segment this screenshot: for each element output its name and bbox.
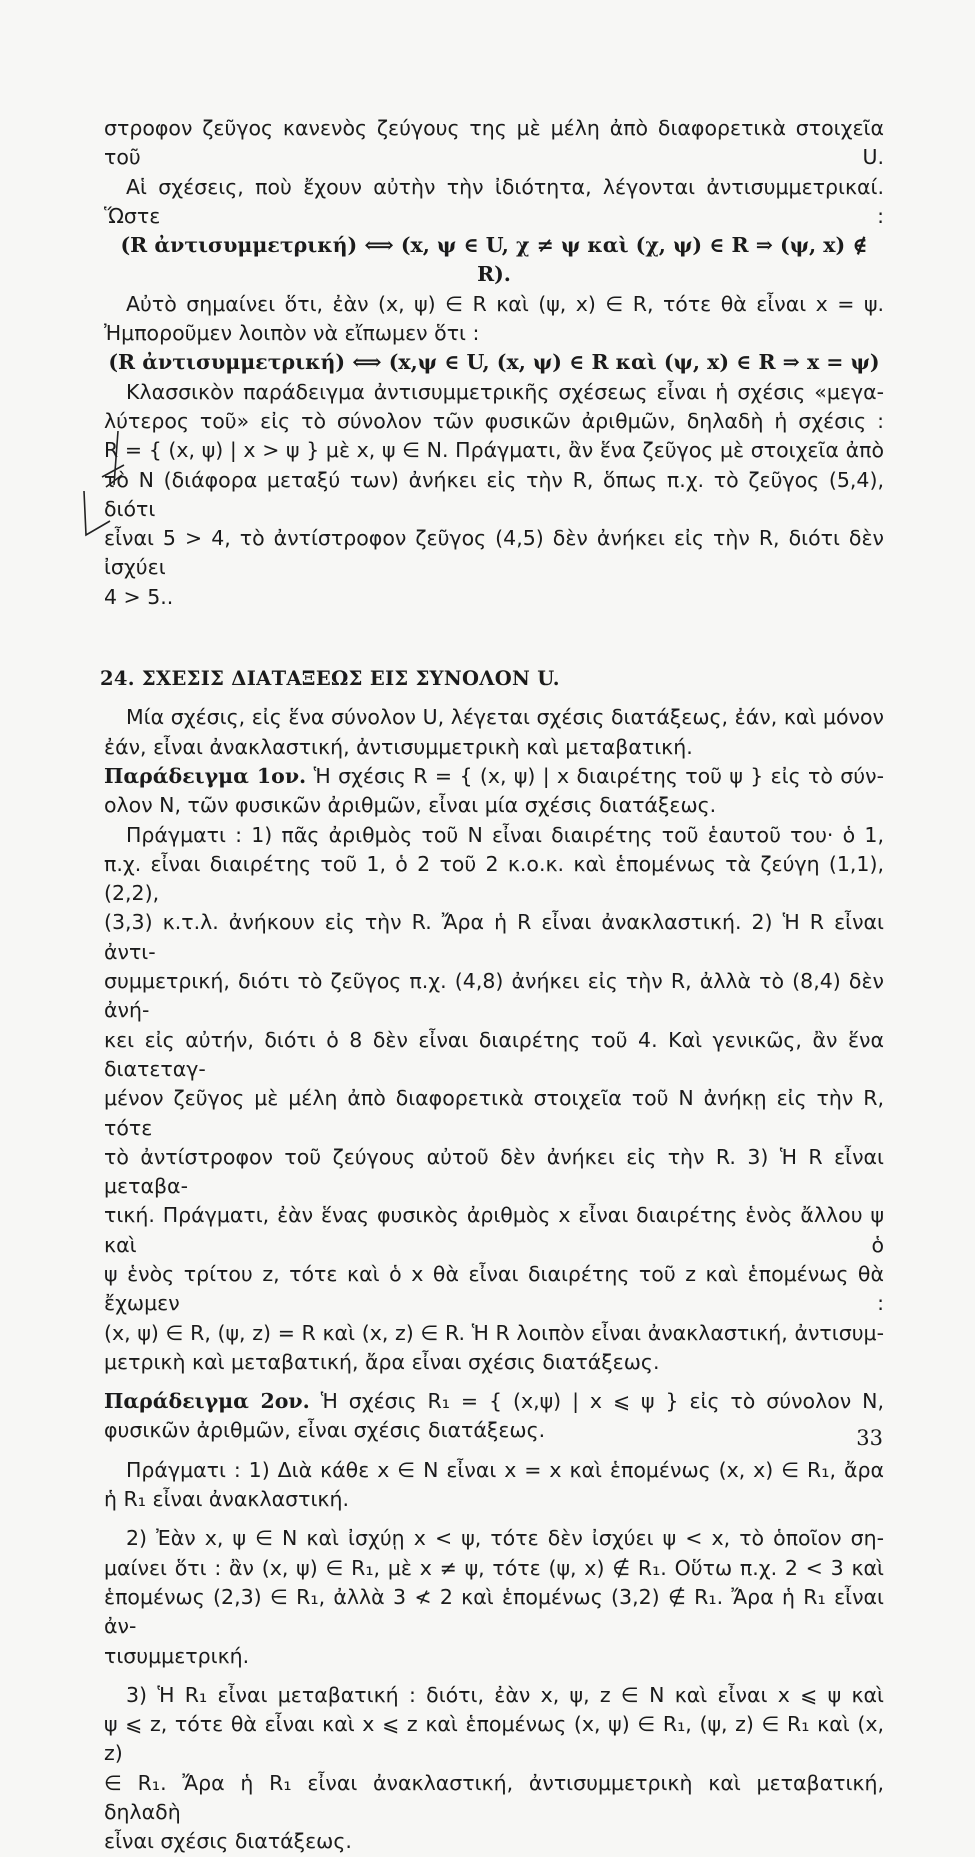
formula-antisymmetric-2: (R ἀντισυμμετρική) ⟺ (x,ψ ∈ U, (x, ψ) ∈ R καὶ (ψ, x) ∈ R ⇒ x = ψ) (108, 350, 880, 375)
text-line: φυσικῶν ἀριθμῶν, εἶναι σχέσις διατάξεως. (104, 1418, 546, 1443)
text-line: 3) Ἡ R₁ εἶναι μεταβατική : διότι, ἐὰν x, ψ, z ∈ N καὶ εἶναι x ⩽ ψ καὶ (126, 1682, 884, 1707)
text-line: 2) Ἐὰν x, ψ ∈ N καὶ ἰσχύῃ x < ψ, τότε δὲν ἰσχύει ψ < x, τὸ ὁποῖον ση- (126, 1526, 884, 1551)
text-line: Κλασσικὸν παράδειγμα ἀντισυμμετρικῆς σχέσεως εἶναι ἡ σχέσις «μεγα- (126, 379, 884, 404)
text-line: λύτερος τοῦ» εἰς τὸ σύνολον τῶν φυσικῶν ἀριθμῶν, δηλαδὴ ἡ σχέσις : (104, 408, 884, 433)
text-line: τὸ N (διάφορα μεταξύ των) ἀνήκει εἰς τὴν R, ὅπως π.χ. τὸ ζεῦγος (5,4), διότι (104, 467, 884, 521)
text-line: π.χ. εἶναι διαιρέτης τοῦ 1, ὁ 2 τοῦ 2 κ.ο.κ. καὶ ἑπομένως τὰ ζεύγη (1,1), (2,2), (104, 851, 884, 906)
text-line: μένον ζεῦγος μὲ μέλη ἀπὸ διαφορετικὰ στοιχεῖα τοῦ N ἀνήκῃ εἰς τὴν R, τότε (104, 1086, 884, 1140)
page-number: 33 (856, 1426, 883, 1450)
text-line: Πράγματι : 1) πᾶς ἀριθμὸς τοῦ N εἶναι διαιρέτης τοῦ ἑαυτοῦ του· ὁ 1, (126, 822, 884, 847)
text-line: μετρικὴ καὶ μεταβατική, ἄρα εἶναι σχέσις διατάξεως. (104, 1349, 660, 1374)
text-line: μαίνει ὅτι : ἂν (x, ψ) ∈ R₁, μὲ x ≠ ψ, τότε (ψ, x) ∉ R₁. Οὕτω π.χ. 2 < 3 καὶ (104, 1555, 884, 1580)
text-line: Ἠμποροῦμεν λοιπὸν νὰ εἴπωμεν ὅτι : (104, 321, 480, 346)
formula-antisymmetric-1: (R ἀντισυμμετρική) ⟺ (x, ψ ∈ U, χ ≠ ψ καὶ (χ, ψ) ∈ R ⇒ (ψ, x) ∉ R). (120, 233, 868, 287)
text-line: Αἱ σχέσεις, ποὺ ἔχουν αὐτὴν τὴν ἰδιότητα, λέγονται ἀντισυμμετρικαί. Ὥστε : (104, 174, 884, 228)
text-line: εἶναι σχέσις διατάξεως. (104, 1829, 352, 1854)
handwritten-pen-mark (80, 425, 130, 545)
example-2-first-line (104, 1387, 884, 1416)
text-line: Αὐτὸ σημαίνει ὅτι, ἐὰν (x, ψ) ∈ R καὶ (ψ, x) ∈ R, τότε θὰ εἶναι x = ψ. (126, 291, 884, 316)
text-line: Ἡ σχέσις R = { (x, ψ) | x διαιρέτης τοῦ ψ } εἰς τὸ σύν- (313, 763, 884, 788)
text-line: τική. Πράγματι, ἐὰν ἕνας φυσικὸς ἀριθμὸς x εἶναι διαιρέτης ἑνὸς ἄλλου ψ καὶ ὁ (104, 1203, 884, 1257)
example-2-label: Παράδειγμα 2ον. (104, 1389, 310, 1414)
example-1-label: Παράδειγμα 1ον. (104, 763, 307, 788)
text-line: Πράγματι : 1) Διὰ κάθε x ∈ N εἶναι x = x καὶ ἑπομένως (x, x) ∈ R₁, ἄρα (126, 1457, 884, 1482)
text-line: ἑπομένως (2,3) ∈ R₁, ἀλλὰ 3 ≮ 2 καὶ ἑπομένως (3,2) ∉ R₁. Ἄρα ἡ R₁ εἶναι ἀν- (104, 1584, 884, 1639)
text-line: εἶναι 5 > 4, τὸ ἀντίστροφον ζεῦγος (4,5) δὲν ἀνήκει εἰς τὴν R, διότι δὲν ἰσχύει (104, 526, 884, 580)
text-line: κει εἰς αὐτήν, διότι ὁ 8 δὲν εἶναι διαιρέτης τοῦ 4. Καὶ γενικῶς, ἂν ἕνα διατεταγ- (104, 1027, 884, 1081)
page-body (100, 114, 884, 1857)
text-line: Μία σχέσις, εἰς ἕνα σύνολον U, λέγεται σχέσις διατάξεως, ἐάν, καὶ μόνον (126, 705, 884, 730)
text-line: R = { (x, ψ) | x > ψ } μὲ x, ψ ∈ N. Πράγματι, ἂν ἕνα ζεῦγος μὲ στοιχεῖα ἀπὸ (104, 438, 884, 463)
text-line: (3,3) κ.τ.λ. ἀνήκουν εἰς τὴν R. Ἄρα ἡ R εἶναι ἀνακλαστική. 2) Ἡ R εἶναι ἀντι- (104, 910, 884, 964)
section-title: ΣΧΕΣΙΣ ΔΙΑΤΑΞΕΩΣ ΕΙΣ ΣΥΝΟΛΟΝ U. (141, 667, 560, 691)
text-line: ἐάν, εἶναι ἀνακλαστική, ἀντισυμμετρικὴ καὶ μεταβατική. (104, 734, 693, 759)
example-1-first-line (104, 762, 884, 791)
text-line: στροφον ζεῦγος κανενὸς ζεύγους της μὲ μέλη ἀπὸ διαφορετικὰ στοιχεῖα τοῦ U. (104, 116, 884, 170)
text-line: ψ ἑνὸς τρίτου z, τότε καὶ ὁ x θὰ εἶναι διαιρέτης τοῦ z καὶ ἑπομένως θὰ ἔχωμεν : (104, 1261, 884, 1316)
text-line: Ἡ σχέσις R₁ = { (x,ψ) | x ⩽ ψ } εἰς τὸ σύνολον N, (320, 1389, 884, 1414)
text-line: τὸ ἀντίστροφον τοῦ ζεύγους αὐτοῦ δὲν ἀνήκει εἰς τὴν R. 3) Ἡ R εἶναι μεταβα- (104, 1144, 884, 1199)
section-number: 24. (100, 667, 135, 691)
text-line: συμμετρική, διότι τὸ ζεῦγος π.χ. (4,8) ἀνήκει εἰς τὴν R, ἀλλὰ τὸ (8,4) δὲν ἀνή- (104, 969, 884, 1023)
text-line: ∈ R₁. Ἄρα ἡ R₁ εἶναι ἀνακλαστική, ἀντισυμμετρικὴ καὶ μεταβατική, δηλαδὴ (104, 1770, 884, 1825)
section-heading (100, 664, 884, 693)
text-line: ψ ⩽ z, τότε θὰ εἶναι καὶ x ⩽ z καὶ ἑπομένως (x, ψ) ∈ R₁, (ψ, z) ∈ R₁ καὶ (x, z) (104, 1712, 884, 1766)
text-line: ἡ R₁ εἶναι ἀνακλαστική. (104, 1487, 349, 1512)
text-line: 4 > 5.. (104, 584, 174, 609)
text-line: (x, ψ) ∈ R, (ψ, z) = R καὶ (x, z) ∈ R. Ἡ R λοιπὸν εἶναι ἀνακλαστική, ἀντισυμ- (104, 1320, 884, 1345)
text-line: ολον N, τῶν φυσικῶν ἀριθμῶν, εἶναι μία σχέσις διατάξεως. (104, 793, 717, 818)
text-line: τισυμμετρική. (104, 1643, 250, 1668)
